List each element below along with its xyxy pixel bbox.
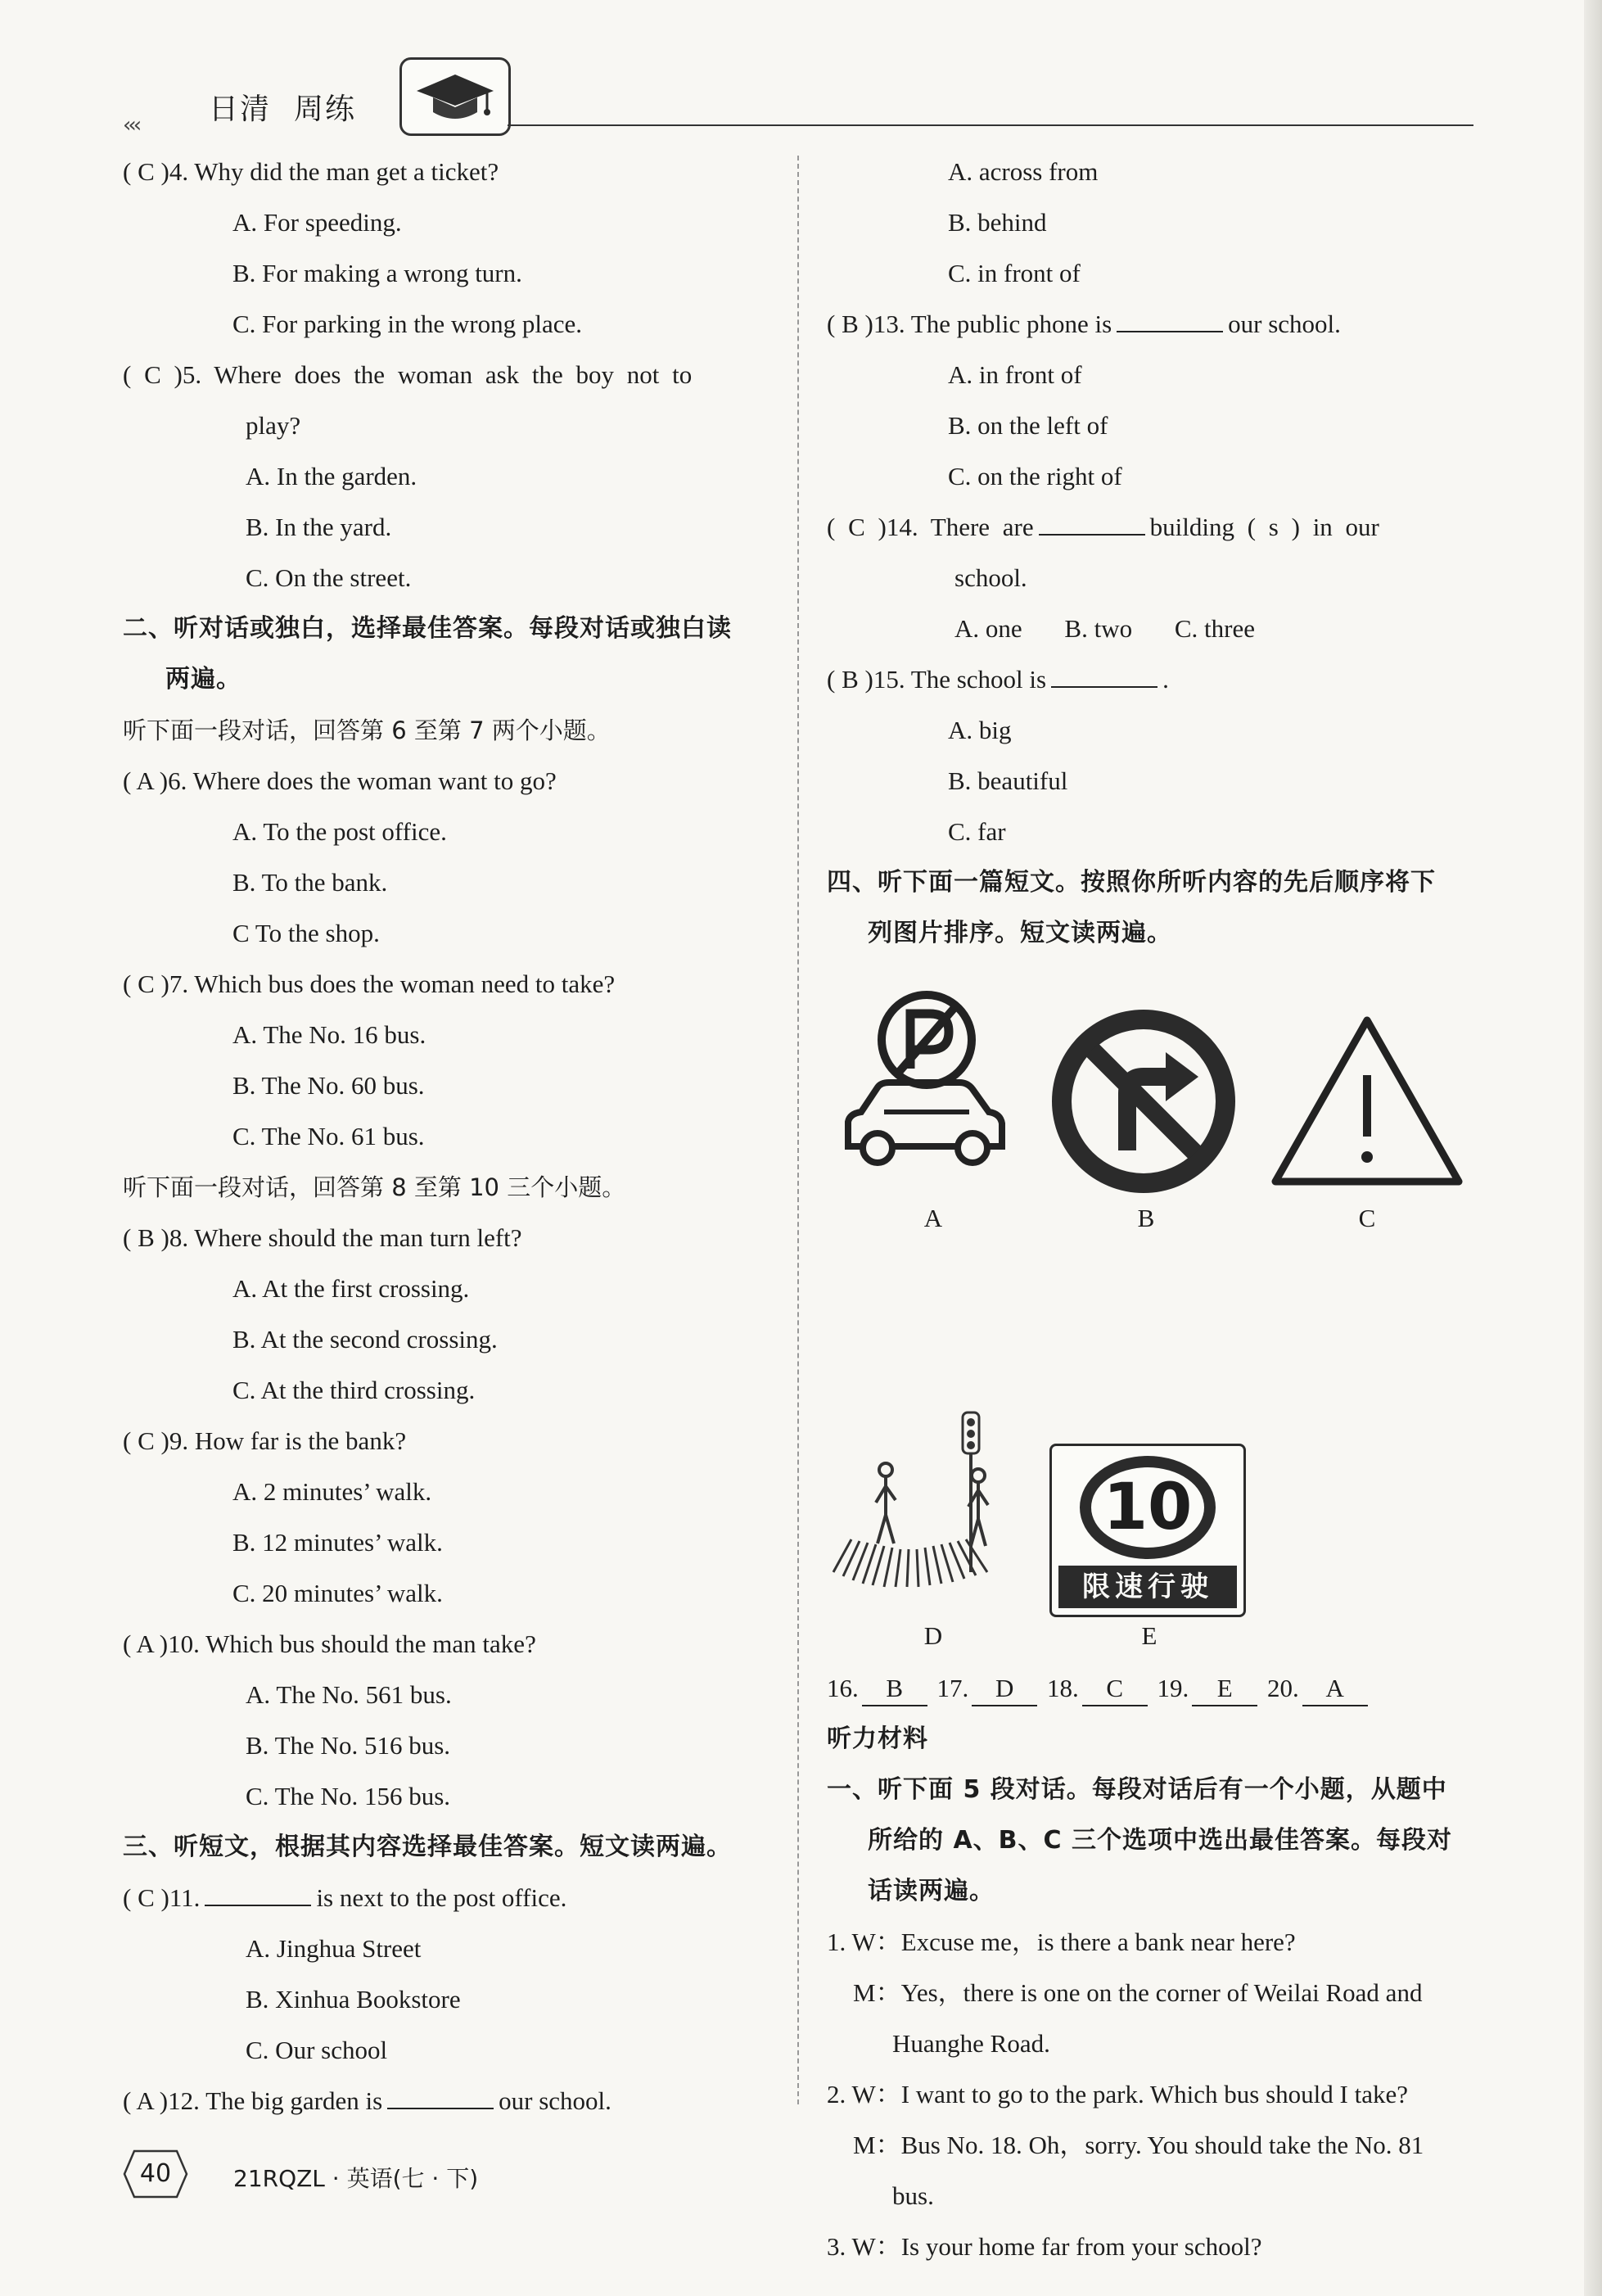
q11-text-post: is next to the post office. bbox=[316, 1883, 567, 1912]
dialogue-2-m-cont: bus. bbox=[892, 2181, 934, 2210]
dialogue-1-m-cont: Huanghe Road. bbox=[892, 2029, 1050, 2058]
q7-text: 7. Which bus does the woman need to take? bbox=[169, 969, 616, 998]
q11-option-c: C. Our school bbox=[246, 2036, 388, 2064]
q14-option-b: B. two bbox=[1064, 614, 1133, 643]
q11-option-b: B. Xinhua Bookstore bbox=[246, 1985, 461, 2014]
crosswalk-pedestrians-icon bbox=[827, 1408, 1015, 1613]
dialogue-2-w: 2. W：I want to go to the park. Which bus should I take? bbox=[827, 2080, 1408, 2108]
section-4-heading-cont: 列图片排序。短文读两遍。 bbox=[868, 919, 1172, 947]
sign-d-label: D bbox=[923, 1621, 943, 1650]
q13-answer: ( B ) bbox=[827, 310, 873, 338]
q14-stem bbox=[827, 511, 1379, 544]
q4-option-a: A. For speeding. bbox=[232, 208, 402, 237]
q5-option-c: C. On the street. bbox=[246, 563, 412, 592]
q14-blank bbox=[1039, 511, 1145, 536]
dialogue-1-w: 1. W：Excuse me，is there a bank near here? bbox=[827, 1928, 1296, 1956]
section-4-heading: 四、听下面一篇短文。按照你所听内容的先后顺序将下 bbox=[827, 868, 1436, 897]
q11-option-a: A. Jinghua Street bbox=[246, 1934, 422, 1963]
page-footer bbox=[123, 2149, 696, 2199]
page-edge bbox=[1584, 0, 1602, 2296]
page-number-text: 40 bbox=[139, 2159, 172, 2188]
ordering-answers bbox=[827, 1672, 1371, 1706]
q14-stem-cont: school. bbox=[954, 563, 1027, 592]
q15-option-b: B. beautiful bbox=[948, 766, 1068, 795]
header-title bbox=[209, 86, 356, 128]
answer-18-num: 18. bbox=[1047, 1674, 1079, 1702]
q7-option-c: C. The No. 61 bus. bbox=[232, 1122, 425, 1150]
q10-option-c: C. The No. 156 bus. bbox=[246, 1782, 451, 1810]
speed-limit-circle bbox=[1080, 1456, 1216, 1559]
q4-answer: ( C ) bbox=[123, 157, 169, 186]
header-arrows: ‹‹‹ bbox=[123, 113, 139, 138]
answer-17-num: 17. bbox=[936, 1674, 969, 1702]
q12-text-pre: 12. The big garden is bbox=[168, 2086, 383, 2115]
page-number bbox=[123, 2149, 188, 2199]
q14-options bbox=[954, 612, 1255, 645]
q12-option-a: A. across from bbox=[948, 157, 1099, 186]
q4-stem bbox=[123, 156, 499, 188]
q4-text: 4. Why did the man get a ticket? bbox=[169, 157, 499, 186]
q9-option-b: B. 12 minutes’ walk. bbox=[232, 1528, 443, 1557]
q6-stem bbox=[123, 765, 557, 798]
q13-option-c: C. on the right of bbox=[948, 462, 1122, 490]
material-section-1-heading-cont2: 话读两遍。 bbox=[868, 1877, 995, 1905]
q15-stem bbox=[827, 663, 1169, 696]
q14-option-a: A. one bbox=[954, 614, 1022, 643]
q15-text-post: . bbox=[1162, 665, 1169, 694]
instruction-8-10: 听下面一段对话，回答第 8 至第 10 三个小题。 bbox=[123, 1173, 626, 1201]
q10-option-a: A. The No. 561 bus. bbox=[246, 1680, 452, 1709]
q7-option-b: B. The No. 60 bus. bbox=[232, 1071, 425, 1100]
answer-19-value: E bbox=[1192, 1672, 1257, 1706]
q13-option-a: A. in front of bbox=[948, 360, 1082, 389]
header-title-b: 周练 bbox=[294, 93, 357, 126]
q13-text-post: our school. bbox=[1228, 310, 1341, 338]
section-2-heading: 二、听对话或独白，选择最佳答案。每段对话或独白读 bbox=[123, 614, 732, 643]
speed-limit-number: 10 bbox=[1103, 1471, 1193, 1544]
q8-option-b: B. At the second crossing. bbox=[232, 1325, 498, 1354]
q5-stem-cont: play? bbox=[246, 411, 301, 440]
header-title-a: 日清 bbox=[209, 93, 272, 126]
q4-option-c: C. For parking in the wrong place. bbox=[232, 310, 583, 338]
answer-20-num: 20. bbox=[1267, 1674, 1299, 1702]
section-3-heading: 三、听短文，根据其内容选择最佳答案。短文读两遍。 bbox=[123, 1833, 732, 1861]
q12-answer: ( A ) bbox=[123, 2086, 169, 2115]
answer-17-value: D bbox=[972, 1672, 1037, 1706]
q13-text-pre: 13. The public phone is bbox=[873, 310, 1112, 338]
q14-text-post: building ( s ) in our bbox=[1149, 513, 1379, 541]
q15-option-a: A. big bbox=[948, 716, 1012, 744]
q6-option-c: C To the shop. bbox=[232, 919, 380, 947]
dialogue-2-m: M：Bus No. 18. Oh，sorry. You should take the No. 81 bbox=[853, 2131, 1424, 2159]
q12-text-post: our school. bbox=[499, 2086, 611, 2115]
q11-stem bbox=[123, 1882, 566, 1914]
q6-text: 6. Where does the woman want to go? bbox=[168, 766, 557, 795]
q11-text-pre: 11. bbox=[169, 1883, 201, 1912]
q6-option-b: B. To the bank. bbox=[232, 868, 388, 897]
q15-blank bbox=[1051, 663, 1158, 688]
instruction-6-7: 听下面一段对话，回答第 6 至第 7 两个小题。 bbox=[123, 716, 611, 744]
q6-option-a: A. To the post office. bbox=[232, 817, 447, 846]
q9-answer: ( C ) bbox=[123, 1426, 169, 1455]
book-code: 21RQZL · 英语(七 · 下) bbox=[233, 2165, 479, 2192]
q5-answer: ( C ) bbox=[123, 360, 183, 389]
q11-blank bbox=[205, 1882, 311, 1906]
answer-16-num: 16. bbox=[827, 1674, 859, 1702]
q8-text: 8. Where should the man turn left? bbox=[169, 1223, 522, 1252]
q7-stem bbox=[123, 968, 615, 1001]
speed-limit-caption: 限速行驶 bbox=[1058, 1566, 1237, 1608]
q4-option-b: B. For making a wrong turn. bbox=[232, 259, 522, 287]
speed-limit-sign bbox=[1049, 1444, 1246, 1617]
sign-a-label: A bbox=[923, 1204, 943, 1232]
q10-answer: ( A ) bbox=[123, 1629, 169, 1658]
q13-option-b: B. on the left of bbox=[948, 411, 1108, 440]
graduation-cap-logo-icon bbox=[399, 57, 511, 136]
section-2-heading-cont: 两遍。 bbox=[165, 665, 241, 694]
material-section-1-heading-cont: 所给的 A、B、C 三个选项中选出最佳答案。每段对 bbox=[868, 1826, 1452, 1855]
q15-answer: ( B ) bbox=[827, 665, 873, 694]
q10-option-b: B. The No. 516 bus. bbox=[246, 1731, 451, 1760]
q14-text-pre: 14. There are bbox=[886, 513, 1034, 541]
q5-text: 5. Where does the woman ask the boy not to bbox=[182, 360, 693, 389]
q12-option-b: B. behind bbox=[948, 208, 1047, 237]
column-divider bbox=[797, 156, 799, 2104]
q14-answer: ( C ) bbox=[827, 513, 887, 541]
q9-text: 9. How far is the bank? bbox=[169, 1426, 407, 1455]
q5-option-a: A. In the garden. bbox=[246, 462, 417, 490]
q11-answer: ( C ) bbox=[123, 1883, 169, 1912]
q9-option-c: C. 20 minutes’ walk. bbox=[232, 1579, 443, 1607]
q13-blank bbox=[1117, 308, 1223, 332]
q9-option-a: A. 2 minutes’ walk. bbox=[232, 1477, 432, 1506]
dialogue-1-m: M：Yes，there is one on the corner of Weilai Road and bbox=[853, 1978, 1423, 2007]
q8-answer: ( B ) bbox=[123, 1223, 169, 1252]
q8-option-c: C. At the third crossing. bbox=[232, 1376, 476, 1404]
q5-stem bbox=[123, 359, 692, 391]
q8-option-a: A. At the first crossing. bbox=[232, 1274, 470, 1303]
answer-20-value: A bbox=[1302, 1672, 1368, 1706]
answer-18-value: C bbox=[1082, 1672, 1148, 1706]
answer-16-value: B bbox=[862, 1672, 927, 1706]
q10-stem bbox=[123, 1628, 536, 1661]
q8-stem bbox=[123, 1222, 522, 1254]
warning-triangle-sign-icon bbox=[1269, 1014, 1465, 1190]
q7-answer: ( C ) bbox=[123, 969, 169, 998]
sign-e-label: E bbox=[1141, 1621, 1158, 1650]
q6-answer: ( A ) bbox=[123, 766, 169, 795]
no-parking-sign-icon bbox=[838, 991, 1010, 1187]
q12-option-c: C. in front of bbox=[948, 259, 1081, 287]
q15-text-pre: 15. The school is bbox=[873, 665, 1047, 694]
q10-text: 10. Which bus should the man take? bbox=[168, 1629, 536, 1658]
sign-c-label: C bbox=[1358, 1204, 1376, 1232]
q12-blank bbox=[387, 2085, 494, 2109]
sign-b-label: B bbox=[1137, 1204, 1155, 1232]
q5-option-b: B. In the yard. bbox=[246, 513, 392, 541]
q13-stem bbox=[827, 308, 1341, 341]
page-header bbox=[123, 49, 1473, 139]
material-section-1-heading: 一、听下面 5 段对话。每段对话后有一个小题，从题中 bbox=[827, 1775, 1447, 1804]
no-right-turn-sign-icon bbox=[1049, 1007, 1238, 1195]
header-rule bbox=[508, 124, 1473, 126]
answer-19-num: 19. bbox=[1157, 1674, 1189, 1702]
q9-stem bbox=[123, 1425, 406, 1458]
q7-option-a: A. The No. 16 bus. bbox=[232, 1020, 426, 1049]
q14-option-c: C. three bbox=[1174, 614, 1255, 643]
q15-option-c: C. far bbox=[948, 817, 1006, 846]
dialogue-3-w: 3. W：Is your home far from your school? bbox=[827, 2232, 1262, 2261]
q12-stem bbox=[123, 2085, 611, 2117]
listening-material-title: 听力材料 bbox=[827, 1724, 928, 1753]
